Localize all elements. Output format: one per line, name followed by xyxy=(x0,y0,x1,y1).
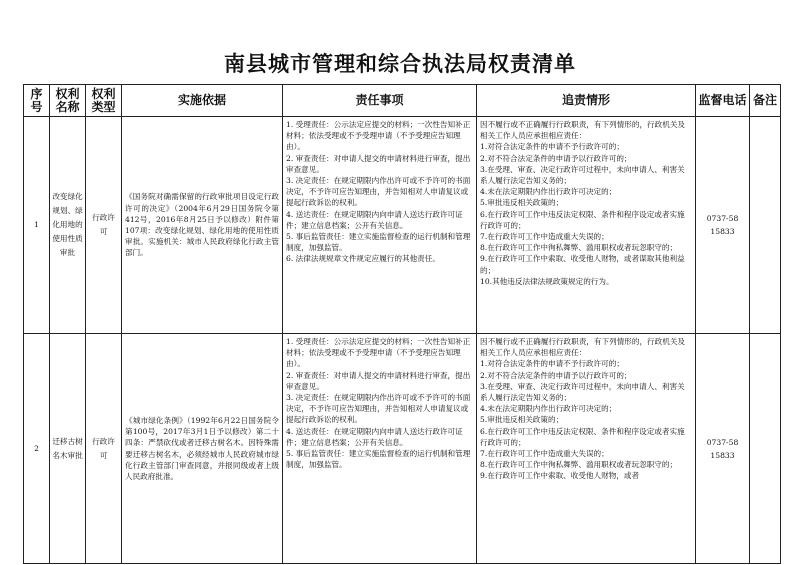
duty-item: 2. 审查责任：对申请人提交的申请材料进行审查，提出审查意见。 xyxy=(286,153,471,174)
header-duty: 责任事项 xyxy=(283,85,477,117)
header-seq: 序号 xyxy=(24,85,50,117)
accountability-item: 5.审批违反相关政策的； xyxy=(480,198,564,208)
duty-item: 4. 送达责任：在规定期限内向申请人送达行政许可证件；建立信息档案；公开有关信息。 xyxy=(286,209,463,230)
row-accountability xyxy=(477,334,696,564)
accountability-item: 9.在行政许可工作中索取、收受他人财物，或者谋取其他利益的； xyxy=(480,254,685,275)
row-seq: 2 xyxy=(24,334,50,564)
accountability-item: 8.在行政许可工作中徇私舞弊、滥用职权或者玩忽职守的； xyxy=(480,460,678,470)
header-accountability: 追责情形 xyxy=(477,85,696,117)
accountability-item: 2.对不符合法定条件的申请予以行政许可的； xyxy=(480,370,632,380)
power-list-table xyxy=(23,84,781,564)
accountability-item: 3.在受理、审查、决定行政许可过程中，未向申请人、利害关系人履行法定告知义务的； xyxy=(480,381,685,403)
accountability-item: 因不履行或不正确履行行政职责，有下列情形的，行政机关及相关工作人员应承担相应责任： xyxy=(480,120,686,141)
header-phone: 监督电话 xyxy=(696,85,750,117)
row-remark xyxy=(750,334,781,564)
accountability-item: 8.在行政许可工作中徇私舞弊、滥用职权或者玩忽职守的； xyxy=(480,243,678,253)
row-phone: 0737-58 15833 xyxy=(696,334,750,564)
duty-item: 6. 法律法规规章文件规定应履行的其他责任。 xyxy=(286,254,440,264)
table-header-row xyxy=(24,85,781,117)
row-phone: 0737-58 15833 xyxy=(696,117,750,334)
row-duties xyxy=(283,334,477,564)
accountability-item: 5.审批违反相关政策的； xyxy=(480,415,564,425)
accountability-item: 1.对符合法定条件的申请不予行政许可的； xyxy=(480,359,624,369)
accountability-item: 9.在行政许可工作中索取、收受他人财物，或者 xyxy=(480,471,640,481)
duty-item: 1. 受理责任：公示法定应提交的材料；一次性告知补正材料；依法受理或不予受理申请（不予受理应告知理由）。 xyxy=(286,337,471,369)
accountability-item: 7.在行政许可工作中造成重大失误的； xyxy=(480,449,609,459)
header-remark: 备注 xyxy=(750,85,781,117)
accountability-item: 2.对不符合法定条件的申请予以行政许可的； xyxy=(480,153,632,163)
accountability-item: 6.在行政许可工作中违反法定权限、条件和程序设定或者实施行政许可的； xyxy=(480,209,685,230)
duty-item: 5. 事后监管责任：建立实施监督检查的运行机制和管理制度，加强监管。 xyxy=(286,232,471,253)
accountability-item: 1.对符合法定条件的申请不予行政许可的； xyxy=(480,142,624,152)
page-title: 南县城市管理和综合执法局权责清单 xyxy=(224,52,576,76)
duty-item: 4. 送达责任：在规定期限内向申请人送达行政许可证件；建立信息档案；公开有关信息。 xyxy=(286,426,463,447)
row-accountability xyxy=(477,117,696,334)
accountability-item: 3.在受理、审查、决定行政许可过程中，未向申请人、利害关系人履行法定告知义务的； xyxy=(480,164,685,186)
row-basis: 《国务院对确需保留的行政审批项目设定行政许可的决定》（2004年6月29日国务院令第412号，2016年8月25日予以修改）附件第107项：改变绿化规划、绿化用地的使用性质审批。实施机关：城市人民政府绿化行政主管部门。 xyxy=(122,117,283,334)
accountability-item: 10.其他违反法律法规政策规定的行为。 xyxy=(480,276,614,286)
row-power-name: 迁移古树名木审批 xyxy=(50,334,86,564)
accountability-item: 4.未在法定期限内作出行政许可决定的； xyxy=(480,187,617,197)
row-power-name: 改变绿化规划、绿化用地的使用性质审批 xyxy=(50,117,86,334)
header-basis: 实施依据 xyxy=(122,85,283,117)
accountability-item: 因不履行或不正确履行行政职责，有下列情形的，行政机关及相关工作人员应承担相应责任： xyxy=(480,337,686,358)
duty-item: 2. 审查责任：对申请人提交的申请材料进行审查，提出审查意见。 xyxy=(286,370,471,391)
table-row xyxy=(24,117,781,334)
header-type: 权利类型 xyxy=(86,85,122,117)
duty-item: 3. 决定责任：在规定期限内作出许可或不予许可的书面决定，不予许可应告知理由，并告知相对人申请复议或提起行政诉讼的权利。 xyxy=(286,176,471,208)
duty-item: 5. 事后监管责任：建立实施监督检查的运行机制和管理制度，加强监管。 xyxy=(286,449,471,470)
header-name: 权利名称 xyxy=(50,85,86,117)
row-seq: 1 xyxy=(24,117,50,334)
accountability-item: 6.在行政许可工作中违反法定权限、条件和程序设定或者实施行政许可的； xyxy=(480,426,685,447)
row-power-type: 行政许可 xyxy=(86,117,122,334)
duty-item: 3. 决定责任：在规定期限内作出许可或不予许可的书面决定，不予许可应告知理由，并告知相对人申请复议或提起行政诉讼的权利。 xyxy=(286,393,471,425)
duty-item: 1. 受理责任：公示法定应提交的材料；一次性告知补正材料；依法受理或不予受理申请（不予受理应告知理由）。 xyxy=(286,120,471,152)
accountability-item: 7.在行政许可工作中造成重大失误的； xyxy=(480,232,609,242)
row-basis: 《城市绿化条例》（1992年6月22日国务院令第100号，2017年3月1日予以修改）第二十四条：严禁砍伐或者迁移古树名木。因特殊需要迁移古树名木，必须经城市人民政府城市绿化行政主管部门审查同意，并报同级或者上级人民政府批准。 xyxy=(122,334,283,564)
row-duties xyxy=(283,117,477,334)
table-row xyxy=(24,334,781,564)
accountability-item: 4.未在法定期限内作出行政许可决定的； xyxy=(480,404,617,414)
row-power-type: 行政许可 xyxy=(86,334,122,564)
row-remark xyxy=(750,117,781,334)
